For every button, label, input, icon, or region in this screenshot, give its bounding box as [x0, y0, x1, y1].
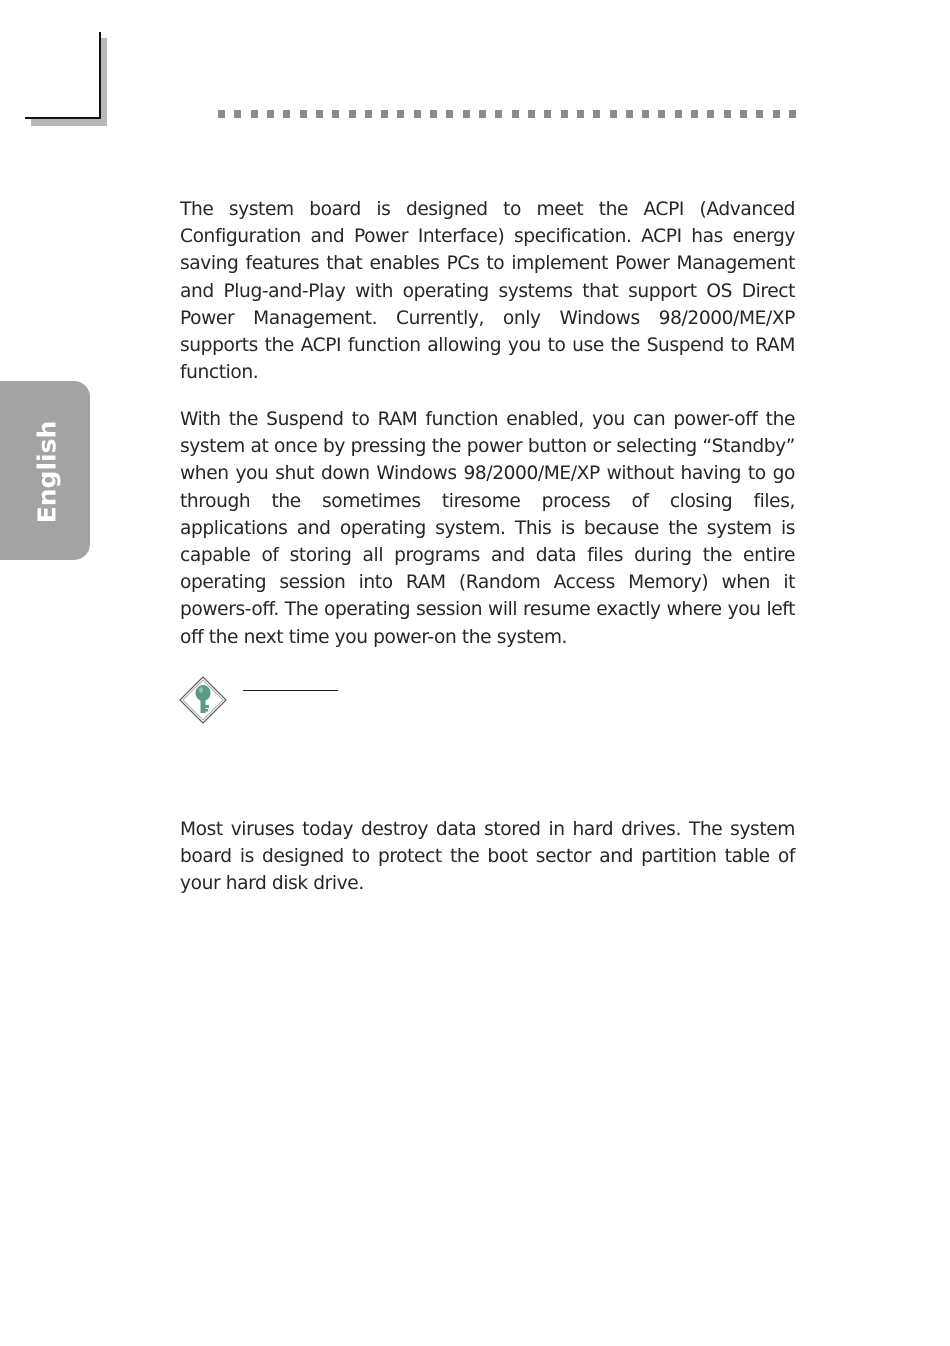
corner-mark-shadow-horizontal — [31, 119, 107, 126]
header-dot — [365, 110, 372, 118]
paragraph-virus-protection: Most viruses today destroy data stored in hard drives. The system board is designed to protect the boot sector and partition table of your hard disk drive. — [180, 819, 795, 895]
header-dot — [218, 110, 225, 118]
header-dot — [446, 110, 453, 118]
header-dot — [479, 110, 486, 118]
header-dot — [544, 110, 551, 118]
header-dot — [495, 110, 502, 118]
header-dot — [707, 110, 714, 118]
header-dot — [724, 110, 731, 118]
header-dot — [267, 110, 274, 118]
header-dot — [610, 110, 617, 118]
header-dot — [349, 110, 356, 118]
header-dot — [626, 110, 633, 118]
header-dot — [414, 110, 421, 118]
header-dot — [300, 110, 307, 118]
paragraph-acpi: The system board is designed to meet the ACPI (Advanced Configuration and Power Interface) specification. ACPI has energy saving features that enables PCs to implement Power Management and Plug-and-Play with operating systems that support OS Direct Power Management. Currently, only Windows 98/2000/ME/XP supports the ACPI function allowing you to use the Suspend to RAM function. — [180, 199, 795, 384]
header-dot — [756, 110, 763, 118]
header-dot — [283, 110, 290, 118]
header-dot — [740, 110, 747, 118]
corner-mark-shadow-vertical — [101, 38, 107, 126]
header-dot — [512, 110, 519, 118]
header-dot — [691, 110, 698, 118]
key-icon — [179, 676, 227, 724]
note-rule — [243, 690, 338, 691]
header-dot — [675, 110, 682, 118]
header-dot — [430, 110, 437, 118]
header-dot — [658, 110, 665, 118]
header-dot — [789, 110, 796, 118]
corner-mark-vertical — [99, 32, 101, 119]
header-dot — [561, 110, 568, 118]
corner-mark-horizontal — [25, 117, 101, 119]
header-dot — [642, 110, 649, 118]
header-dot — [528, 110, 535, 118]
header-dot — [234, 110, 241, 118]
header-dot — [397, 110, 404, 118]
header-dot — [332, 110, 339, 118]
header-dot — [251, 110, 258, 118]
header-dot — [316, 110, 323, 118]
header-dot — [593, 110, 600, 118]
header-dot — [773, 110, 780, 118]
header-dot — [381, 110, 388, 118]
header-dot — [463, 110, 470, 118]
paragraph-suspend-to-ram: With the Suspend to RAM function enabled, you can power-off the system at once by pressing the power button or selecting “Standby” when you shut down Windows 98/2000/ME/XP without having to go through the sometimes tiresome process of closing files, applications and operating system. This is because the system is capable of storing all programs and data files during the entire operating session into RAM (Random Access Memory) when it powers-off. The operating session will resume exactly where you left off the next time you power-on the system. — [180, 409, 795, 648]
header-dot — [577, 110, 584, 118]
header-dot-strip — [218, 110, 796, 118]
language-tab-label: English — [32, 420, 62, 524]
